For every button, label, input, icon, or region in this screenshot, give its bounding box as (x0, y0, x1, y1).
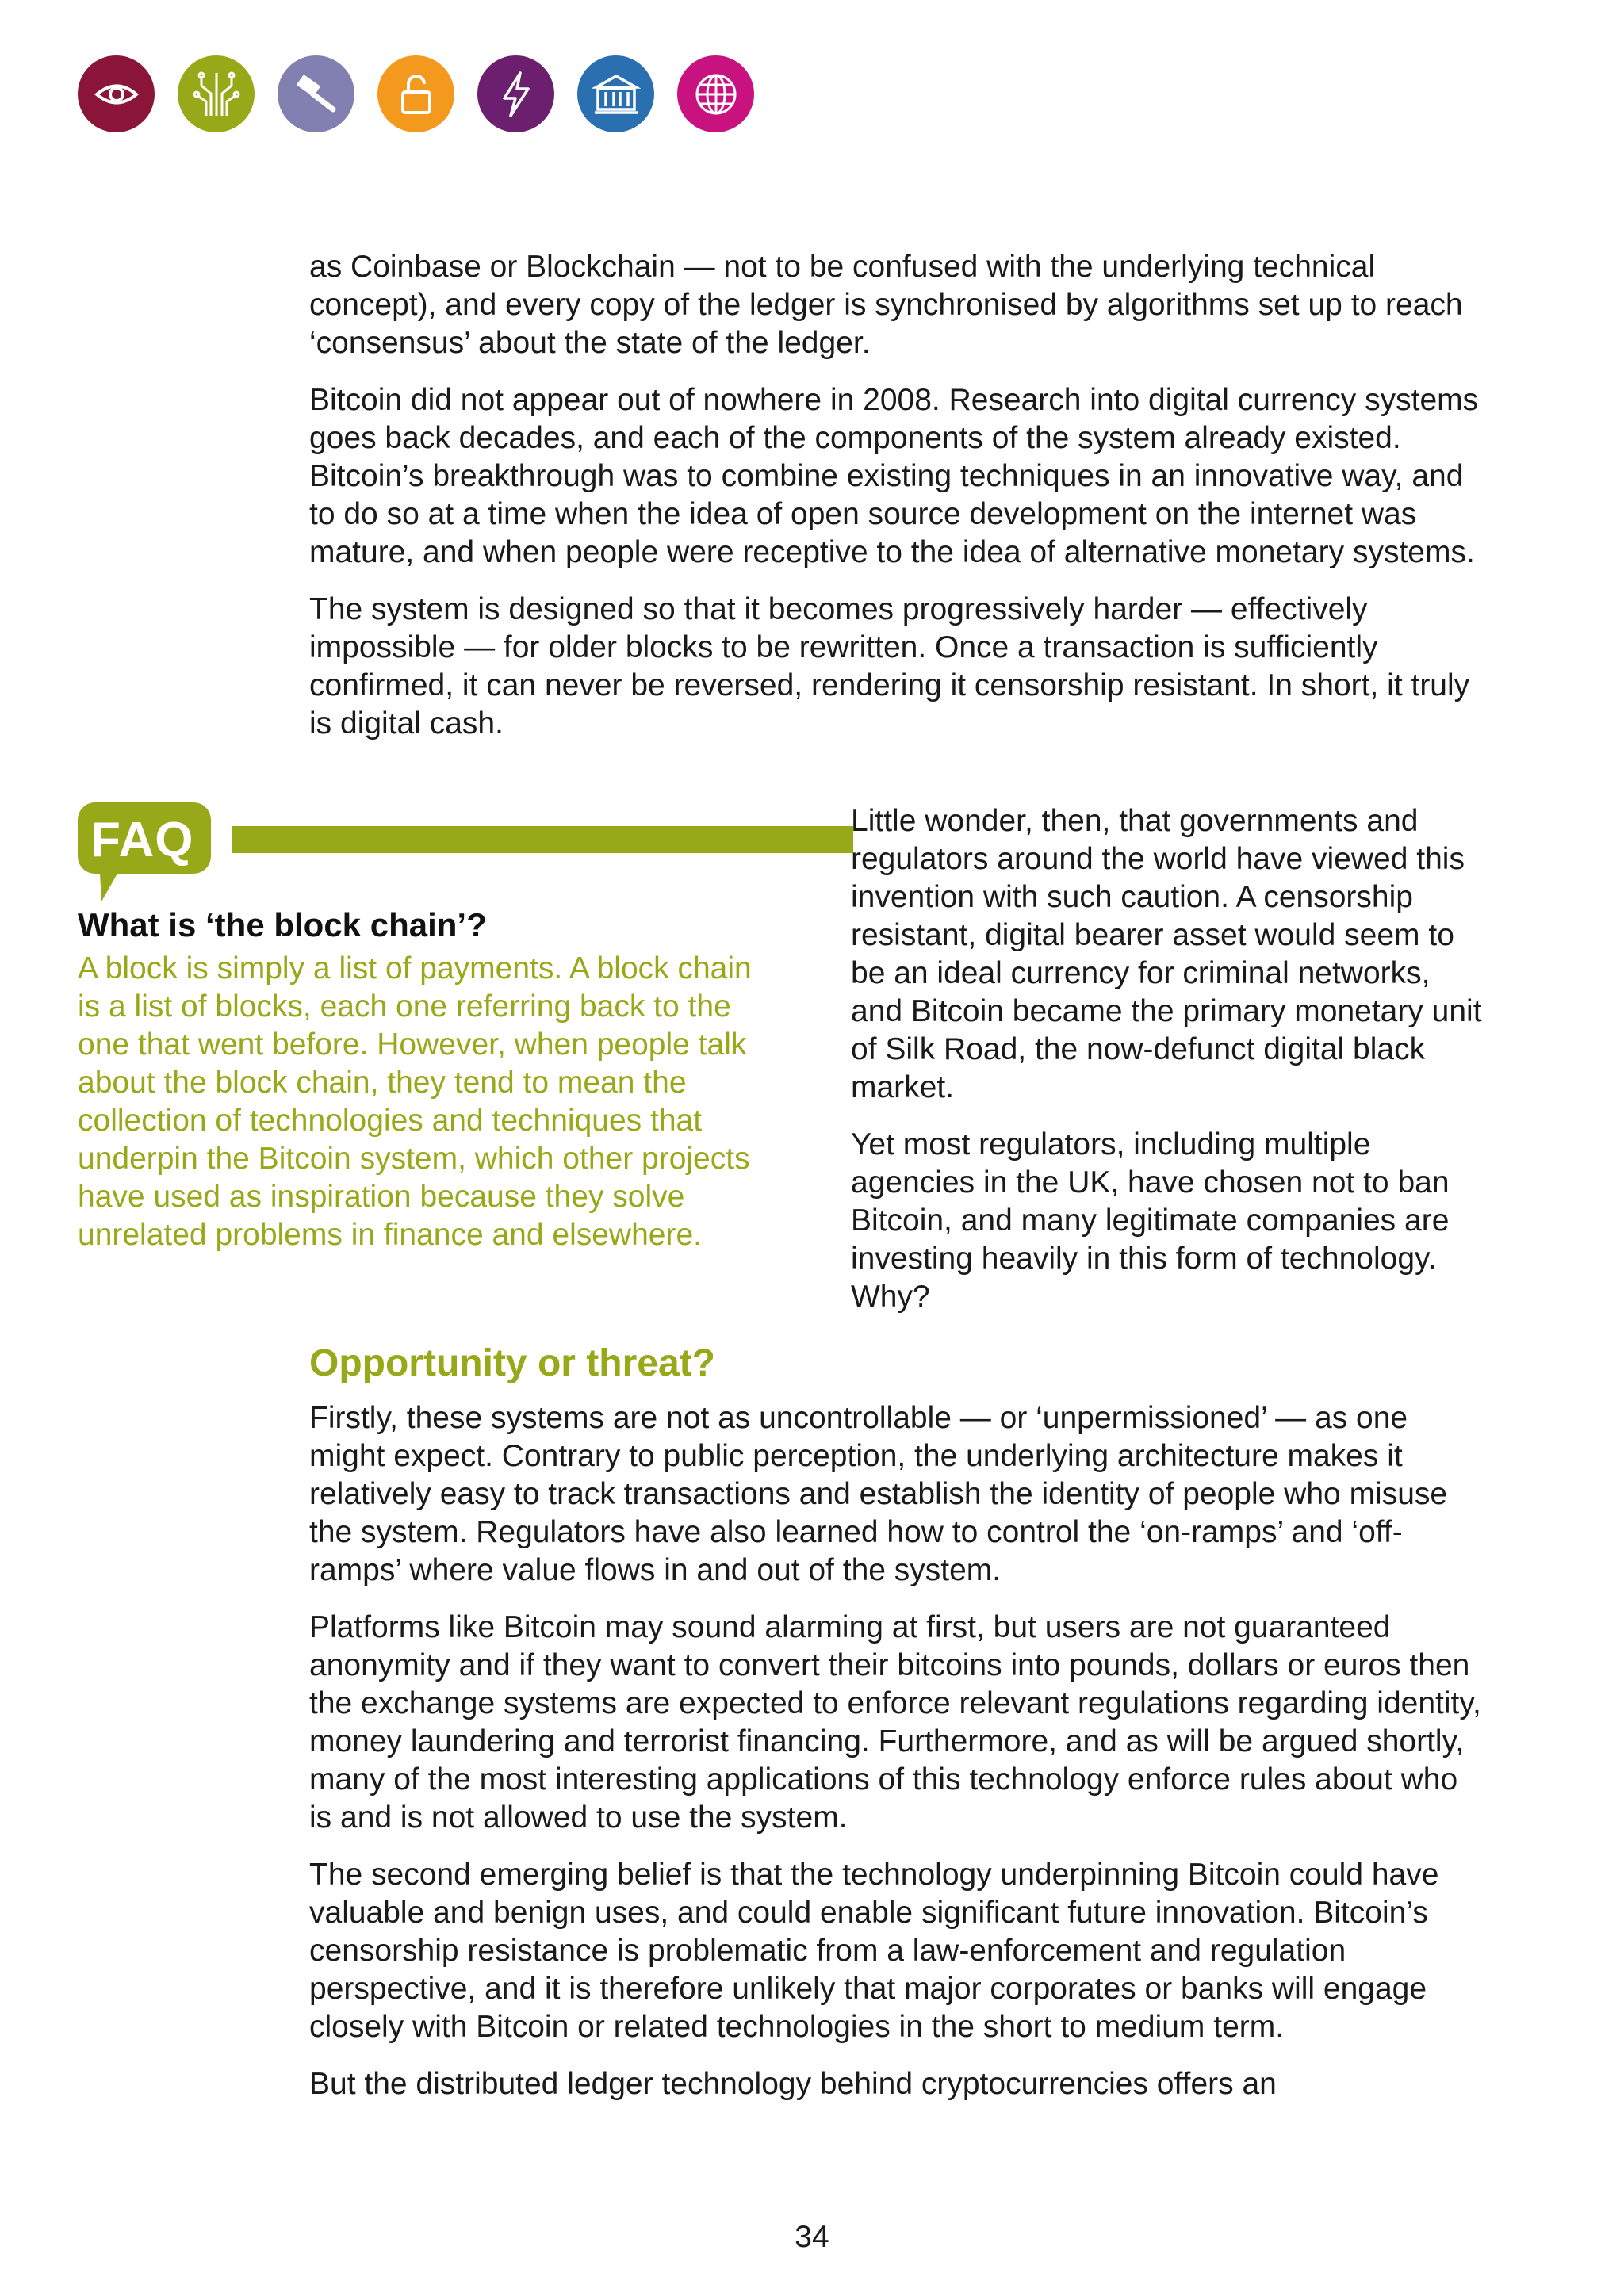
paragraph: Bitcoin did not appear out of nowhere in 2008. Research into digital currency systems goes back decades, and each of the components of the system already existed. Bitcoin’s breakthrough was to combine existing techniques in an innovative way, and to do so at a time when the idea of open source development on the internet was mature, and when people were receptive to the idea of alternative monetary systems. (309, 383, 1479, 569)
paragraph: The system is designed so that it becomes progressively harder — effectively impossible — for older blocks to be rewritten. Once a transaction is sufficiently confirmed, it can never be reversed, rendering it censorship resistant. In short, it truly is digital cash. (309, 592, 1470, 740)
faq-answer: A block is simply a list of payments. A block chain is a list of blocks, each one referring back to the one that went before. However, when people talk about the block chain, they tend to mean the collection of technologies and techniques that underpin the Bitcoin system, which other projects have used as inspiration because they solve unrelated problems in finance and elsewhere. (78, 951, 752, 1252)
faq-divider (232, 826, 853, 853)
faq-header (78, 802, 776, 901)
paragraph: Platforms like Bitcoin may sound alarming at first, but users are not guaranteed anonymity and if they want to convert their bitcoins into pounds, dollars or euros then the exchange systems are expected to enforce relevant regulations regarding identity, money laundering and terrorist financing. Furthermore, and as will be argued shortly, many of the most interesting applications of this technology enforce rules about who is and is not allowed to use the system. (309, 1610, 1481, 1835)
bank-icon (577, 55, 654, 132)
paragraph: Yet most regulators, including multiple agencies in the UK, have chosen not to ban Bitcoin, and many legitimate companies are investing heavily in this form of technology. Why? (851, 1127, 1450, 1314)
body-top (309, 248, 1483, 762)
paragraph: as Coinbase or Blockchain — not to be confused with the underlying technical concept), and every copy of the ledger is synchronised by algorithms set up to reach ‘consensus’ about the state of the ledger. (309, 250, 1463, 360)
paragraph: But the distributed ledger technology behind cryptocurrencies offers an (309, 2067, 1277, 2101)
paragraph: Firstly, these systems are not as uncontrollable — or ‘unpermissioned’ — as one might expect. Contrary to public perception, the underlying architecture makes it relatively easy to track transactions and establish the identity of people who misuse the system. Regulators have also learned how to control the ‘on-ramps’ and ‘off-ramps’ where value flows in and out of the system. (309, 1401, 1448, 1587)
globe-icon (677, 55, 754, 132)
page-number: 34 (795, 2220, 829, 2254)
faq-badge-label: FAQ (90, 813, 194, 867)
gavel-icon (278, 55, 354, 132)
body-right-column (851, 802, 1485, 1335)
lightning-icon (477, 55, 554, 132)
paragraph: The second emerging belief is that the technology underpinning Bitcoin could have valuable and benign uses, and could enable significant future innovation. Bitcoin’s censorship resistance is problematic from a law-enforcement and regulation perspective, and it is therefore unlikely that major corporates or banks will engage closely with Bitcoin or related technologies in the short to medium term. (309, 1858, 1439, 2044)
faq-question: What is ‘the block chain’? (78, 906, 487, 943)
circuit-icon (178, 55, 255, 132)
faq-badge (78, 802, 211, 901)
body-bottom (309, 1399, 1483, 2122)
paragraph: Little wonder, then, that governments and regulators around the world have viewed this invention with such caution. A censorship resistant, digital bearer asset would seem to be an ideal currency for criminal networks, and Bitcoin became the primary monetary unit of Silk Road, the now-defunct digital black market. (851, 804, 1482, 1104)
topic-icon-row (78, 55, 754, 132)
section-heading: Opportunity or threat? (309, 1342, 715, 1384)
eye-icon (78, 55, 155, 132)
padlock-icon (377, 55, 454, 132)
